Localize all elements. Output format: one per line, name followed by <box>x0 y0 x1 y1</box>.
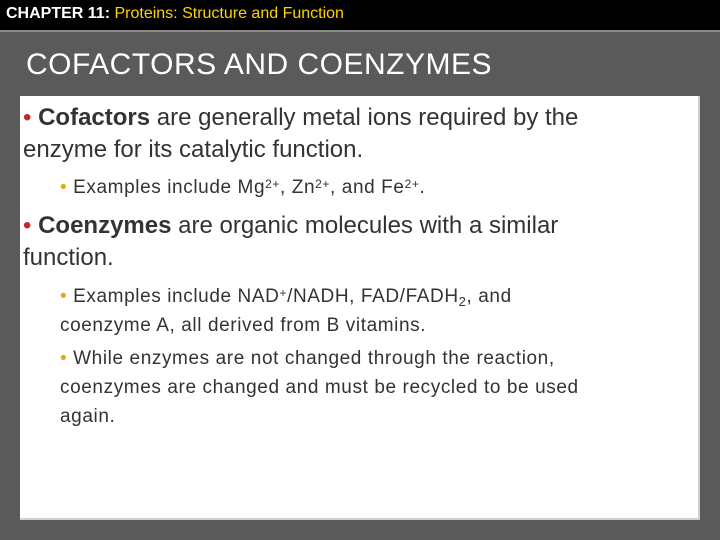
recycling-line2: coenzymes are changed and must be recycled to be used <box>60 377 579 398</box>
slide-title: COFACTORS AND COENZYMES <box>26 48 493 81</box>
coenzyme-example-prefix: Examples include NAD <box>73 286 280 307</box>
cofactors-text-line2: enzyme for its catalytic function. <box>23 136 364 163</box>
bullet-cofactors <box>23 102 693 166</box>
term-cofactors: Cofactors <box>38 104 151 131</box>
coenzyme-example-end: , and <box>466 286 512 307</box>
chapter-header-text <box>6 5 344 23</box>
term-coenzymes: Coenzymes <box>38 212 172 239</box>
sub-bullet-cofactor-examples <box>60 173 690 202</box>
coenzyme-example-line2: coenzyme A, all derived from B vitamins. <box>60 315 427 336</box>
bullet-marker: • <box>23 104 39 131</box>
example-fe: , and Fe <box>330 177 405 198</box>
coenzymes-text-line1: are organic molecules with a similar <box>171 212 559 239</box>
example-zn: , Zn <box>280 177 316 198</box>
sub-bullet-coenzyme-examples <box>60 282 690 340</box>
coenzyme-example-mid: /NADH, FAD/FADH <box>287 286 459 307</box>
sub-bullet-marker: • <box>60 286 74 307</box>
example-prefix: Examples include Mg <box>73 177 266 198</box>
mg-charge: 2+ <box>265 177 281 191</box>
bullet-coenzymes <box>23 210 693 274</box>
chapter-subject: Proteins: Structure and Function <box>114 5 344 22</box>
coenzymes-text-line2: function. <box>23 244 114 271</box>
example-suffix: . <box>419 177 426 198</box>
sub-bullet-coenzyme-recycling <box>60 344 690 431</box>
recycling-line1: While enzymes are not changed through the reaction, <box>73 348 555 369</box>
chapter-number: CHAPTER 11: <box>6 5 111 22</box>
fe-charge: 2+ <box>404 177 420 191</box>
sub-bullet-marker: • <box>60 348 74 369</box>
bullet-marker: • <box>23 212 39 239</box>
fadh-subscript: 2 <box>458 294 467 309</box>
recycling-line3: again. <box>60 406 116 427</box>
zn-charge: 2+ <box>315 177 331 191</box>
nad-charge: + <box>279 286 288 300</box>
slide-content-box <box>20 96 700 520</box>
chapter-header-bar <box>0 0 720 32</box>
sub-bullet-marker: • <box>60 177 74 198</box>
cofactors-text-line1: are generally metal ions required by the <box>150 104 579 131</box>
